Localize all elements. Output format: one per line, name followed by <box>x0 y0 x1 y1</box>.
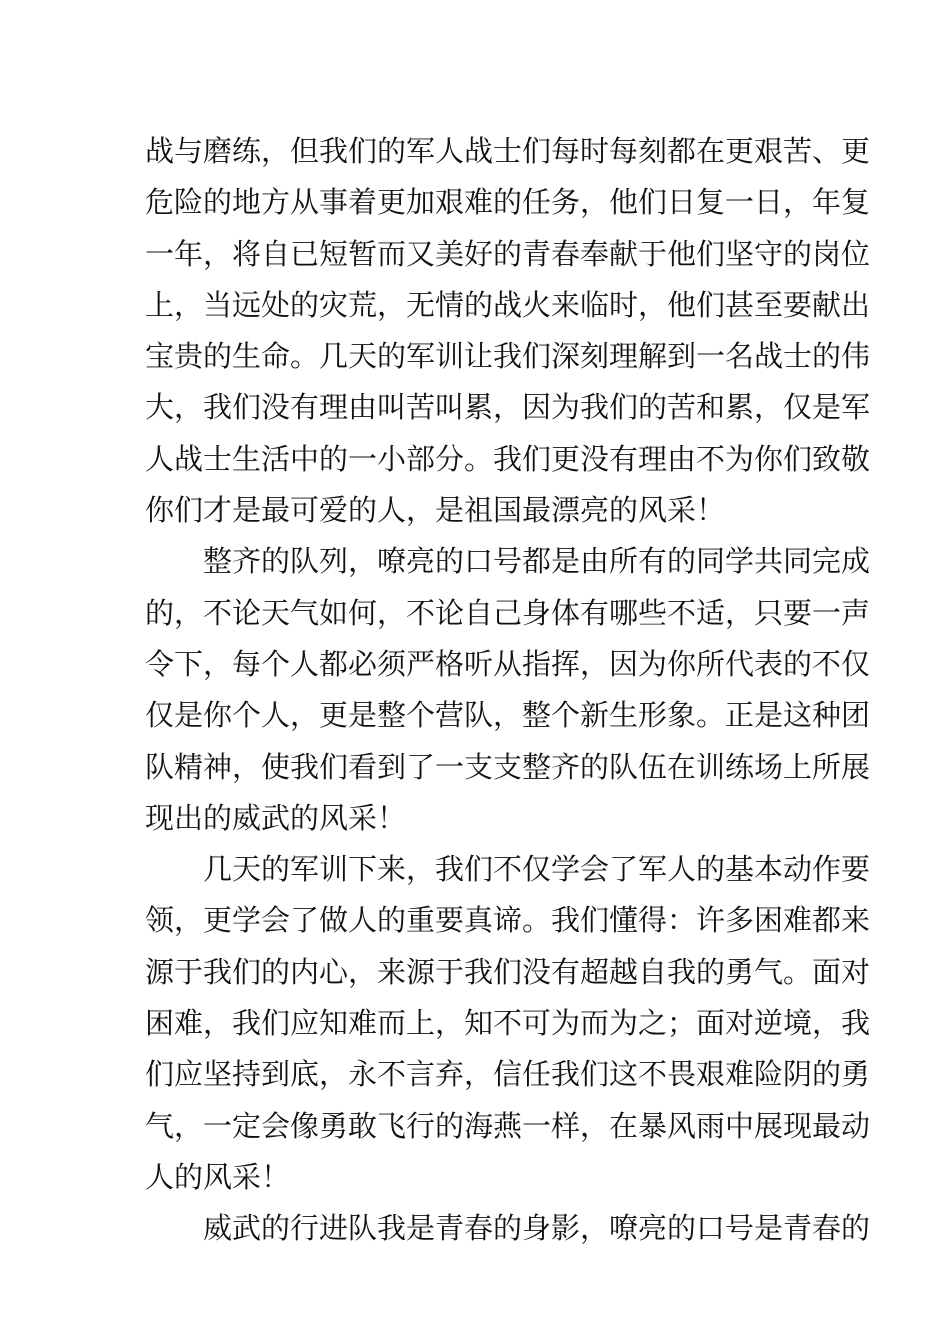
document-body <box>145 126 871 1255</box>
text-line: 困难，我们应知难而上，知不可为而为之；面对逆境，我 <box>145 1006 871 1041</box>
text-line: 源于我们的内心，来源于我们没有超越自我的勇气。面对 <box>145 954 871 989</box>
text-line: 令下，每个人都必须严格听从指挥，因为你所代表的不仅 <box>145 646 871 681</box>
paragraph-3 <box>145 844 871 1203</box>
text-line: 现出的威武的风采！ <box>145 800 407 835</box>
text-line: 战与磨练，但我们的军人战士们每时每刻都在更艰苦、更 <box>145 134 871 168</box>
text-line: 人的风采！ <box>145 1159 291 1194</box>
text-line: 队精神，使我们看到了一支支整齐的队伍在训练场上所展 <box>145 749 871 784</box>
text-line: 你们才是最可爱的人，是祖国最漂亮的风采！ <box>145 493 726 528</box>
text-line: 上，当远处的灾荒，无情的战火来临时，他们甚至要献出 <box>145 287 871 322</box>
text-line: 仅是你个人，更是整个营队，整个新生形象。正是这种团 <box>145 698 871 733</box>
text-line: 一年，将自已短暂而又美好的青春奉献于他们坚守的岗位 <box>145 236 871 271</box>
paragraph-4 <box>145 1203 871 1254</box>
text-line: 宝贵的生命。几天的军训让我们深刻理解到一名战士的伟 <box>145 339 871 374</box>
text-line: 气，一定会像勇敢飞行的海燕一样，在暴风雨中展现最动 <box>145 1108 871 1143</box>
paragraph-2 <box>145 536 871 844</box>
text-line: 领，更学会了做人的重要真谛。我们懂得：许多困难都来 <box>145 903 871 938</box>
text-line: 人战士生活中的一小部分。我们更没有理由不为你们致敬 <box>145 441 871 476</box>
text-line: 威武的行进队我是青春的身影，嘹亮的口号是青春的 <box>203 1211 871 1246</box>
text-line: 们应坚持到底，永不言弃，信任我们这不畏艰难险阴的勇 <box>145 1057 871 1092</box>
text-line: 大，我们没有理由叫苦叫累，因为我们的苦和累，仅是军 <box>145 390 871 425</box>
text-line: 的，不论天气如何，不论自己身体有哪些不适，只要一声 <box>145 595 871 630</box>
text-line: 危险的地方从事着更加艰难的任务，他们日复一日，年复 <box>145 185 871 220</box>
text-line: 几天的军训下来，我们不仅学会了军人的基本动作要 <box>203 852 871 887</box>
paragraph-1 <box>145 126 871 536</box>
text-line: 整齐的队列，嘹亮的口号都是由所有的同学共同完成 <box>203 544 871 579</box>
